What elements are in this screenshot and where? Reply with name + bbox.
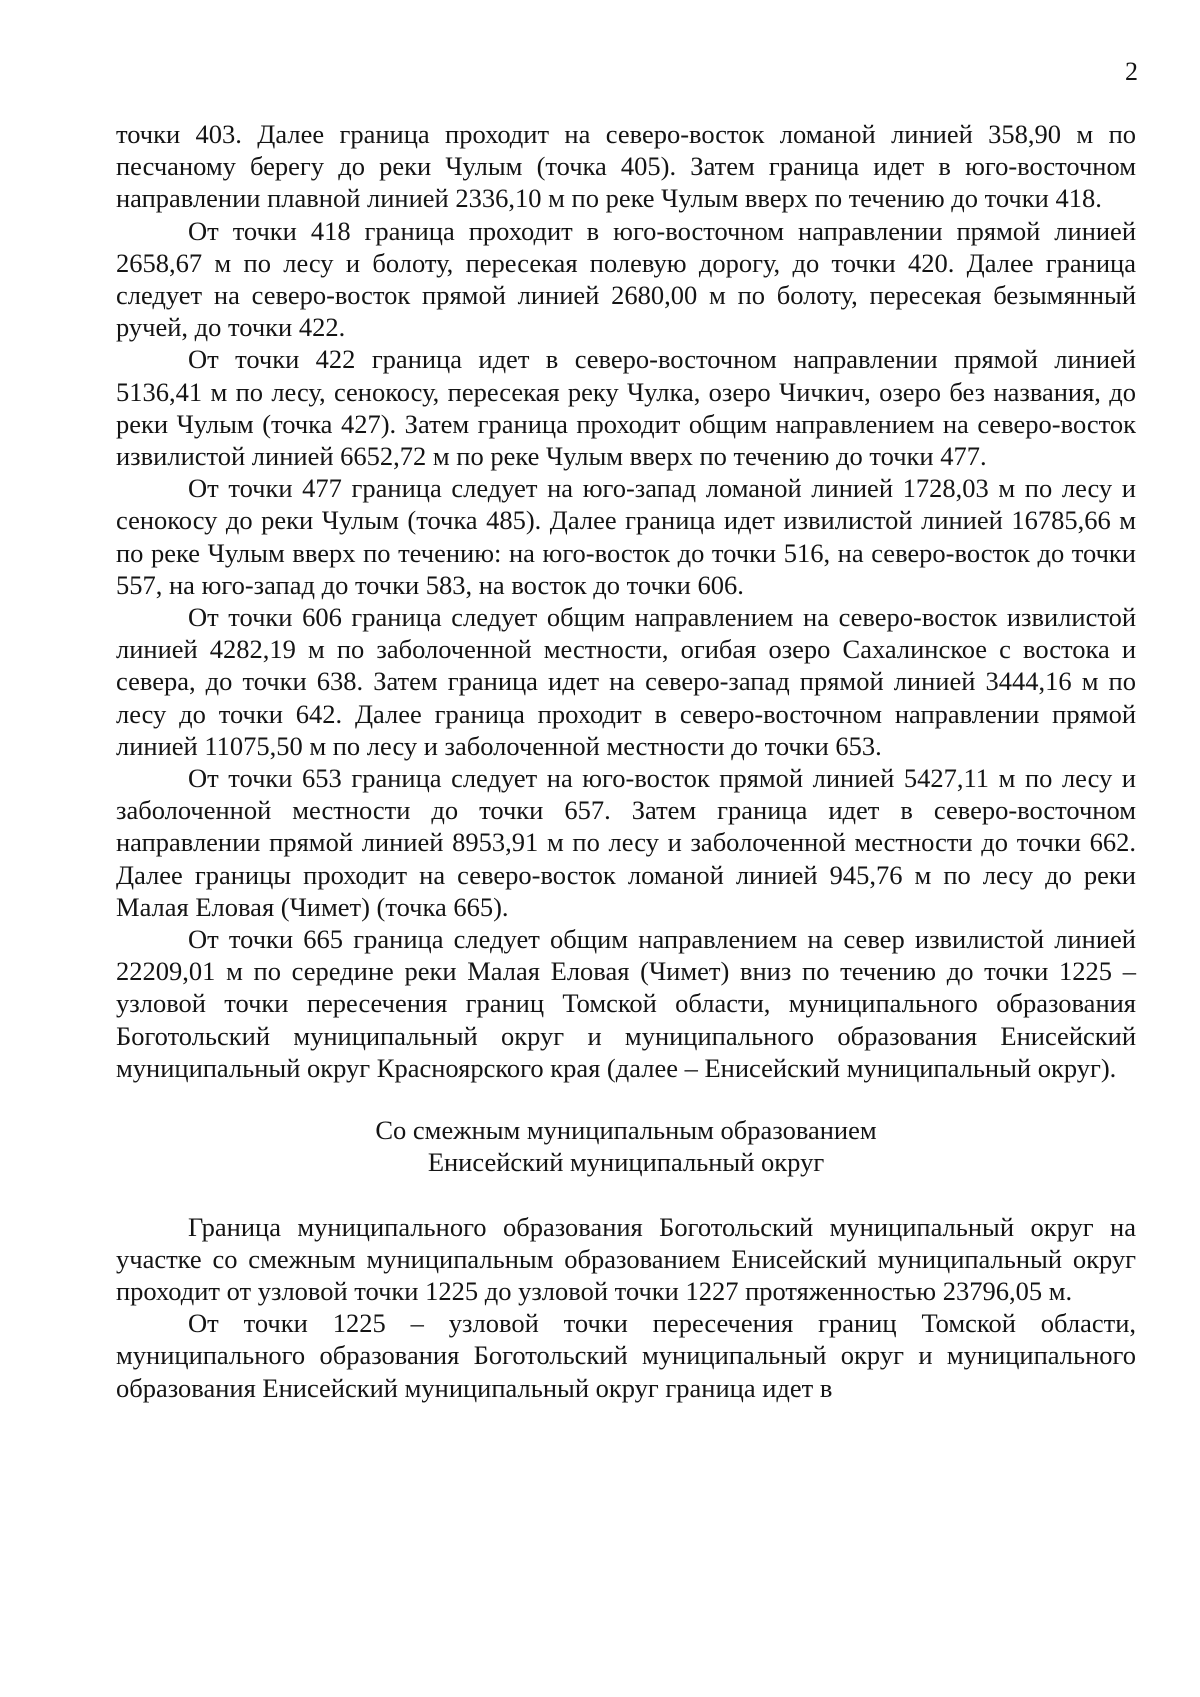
paragraph-point-606: От точки 606 граница следует общим направлением на северо-восток извилистой линией 4282,19 м по заболоченной местности, огибая озеро Сахалинское с востока и севера, до точки 638. Затем граница идет на северо-запад прямой линией 3444,16 м по лесу до точки 642. Далее граница проходит в северо-восточном направлении прямой линией 11075,50 м по лесу и заболоченной местности до точки 653. xyxy=(116,602,1136,761)
paragraph-point-477: От точки 477 граница следует на юго-запад ломаной линией 1728,03 м по лесу и сенокосу до реки Чулым (точка 485). Далее граница идет извилистой линией 16785,66 м по реке Чулым вверх по течению: на юго-восток до точки 516, на северо-восток до точки 557, на юго-запад до точки 583, на восток до точки 606. xyxy=(116,473,1136,600)
paragraph-point-1225: От точки 1225 – узловой точки пересечения границ Томской области, муниципального образования Боготольский муниципальный округ и муниципального образования Енисейский муниципальный округ граница идет в xyxy=(116,1308,1136,1403)
paragraph-boundary-summary: Граница муниципального образования Боготольский муниципальный округ на участке со смежным муниципальным образованием Енисейский муниципальный округ проходит от узловой точки 1225 до узловой точки 1227 протяженностью 23796,05 м. xyxy=(116,1211,1136,1306)
paragraph-point-665: От точки 665 граница следует общим направлением на север извилистой линией 22209,01 м по середине реки Малая Еловая (Чимет) вниз по течению до точки 1225 – узловой точки пересечения границ Томской области, муниципального образования Боготольский муниципальный округ и муниципального образования Енисейский муниципальный округ Красноярского края (далее – Енисейский муниципальный округ). xyxy=(116,924,1136,1083)
paragraph-point-418: От точки 418 граница проходит в юго-восточном направлении прямой линией 2658,67 м по лесу и болоту, пересекая полевую дорогу, до точки 420. Далее граница следует на северо-восток прямой линией 2680,00 м по болоту, пересекая безымянный ручей, до точки 422. xyxy=(116,215,1136,343)
paragraph-point-422: От точки 422 граница идет в северо-восточном направлении прямой линией 5136,41 м по лесу, сенокосу, пересекая реку Чулка, озеро Чичкич, озеро без названия, до реки Чулым (точка 427). Затем граница проходит общим направлением на северо-восток извилистой линией 6652,72 м по реке Чулым вверх по течению до точки 477. xyxy=(116,344,1136,472)
page-number: 2 xyxy=(1125,57,1138,86)
paragraph-point-653: От точки 653 граница следует на юго-восток прямой линией 5427,11 м по лесу и заболоченной местности до точки 657. Затем граница идет в северо-восточном направлении прямой линией 8953,91 м по лесу и заболоченной местности до точки 662. Далее границы проходит на северо-восток ломаной линией 945,76 м по лесу до реки Малая Еловая (Чимет) (точка 665). xyxy=(116,763,1136,922)
section-heading xyxy=(116,1114,1136,1178)
paragraph-continuation: точки 403. Далее граница проходит на северо-восток ломаной линией 358,90 м по песчаному берегу до реки Чулым (точка 405). Затем граница идет в юго-восточном направлении плавной линией 2336,10 м по реке Чулым вверх по течению до точки 418. xyxy=(116,119,1136,214)
section-heading-line-1: Со смежным муниципальным образованием xyxy=(375,1115,877,1146)
section-heading-line-2: Енисейский муниципальный округ xyxy=(427,1147,825,1178)
document-body xyxy=(116,118,1136,1404)
